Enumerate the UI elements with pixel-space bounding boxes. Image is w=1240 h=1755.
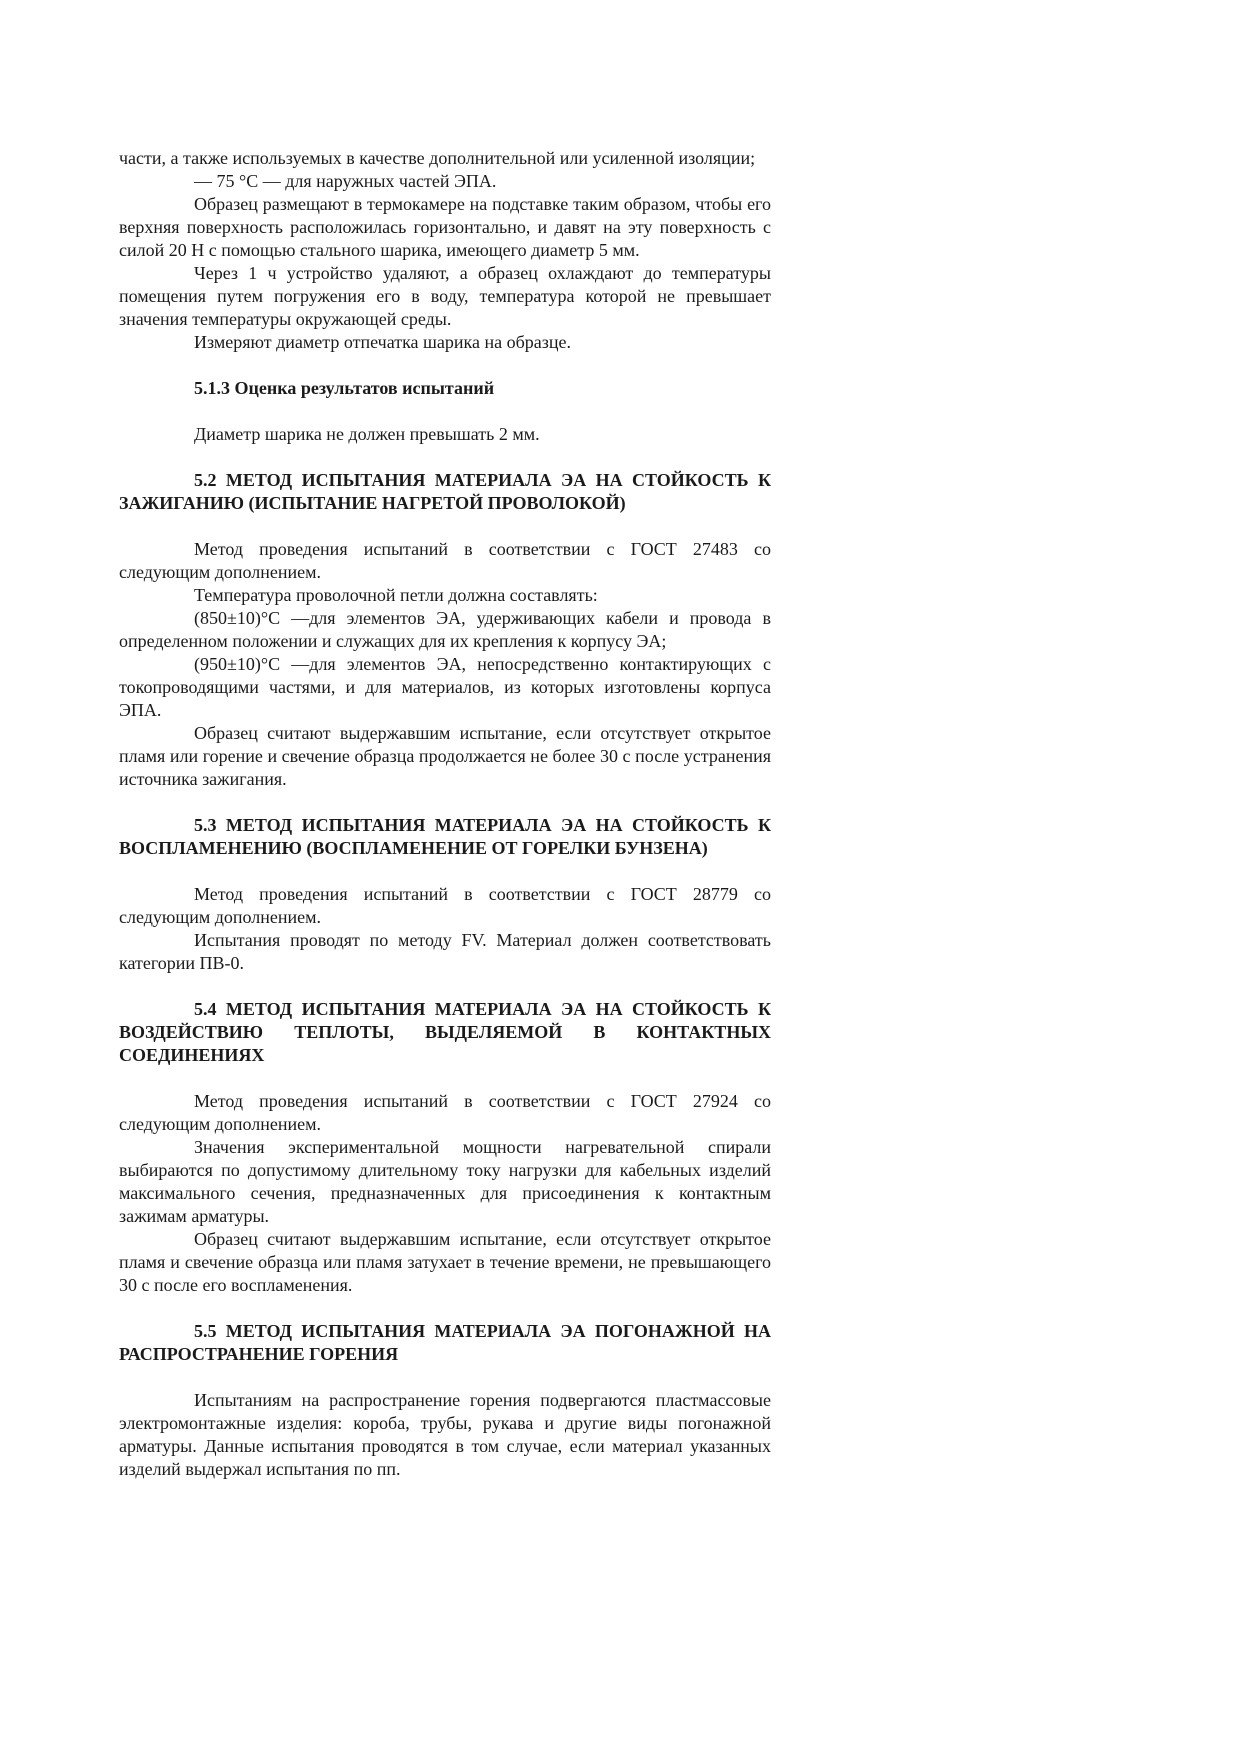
paragraph-gost-27924: Метод проведения испытаний в соответствии с ГОСТ 27924 со следующим дополнением. — [119, 1091, 771, 1134]
paragraph-pass-criteria-5-4: Образец считают выдержавшим испытание, если отсутствует открытое пламя и свечение образца или пламя затухает в течение времени, не превышающего 30 с после его воспламенения. — [119, 1229, 771, 1295]
subsection-heading-5-1-3: 5.1.3 Оценка результатов испытаний — [194, 378, 495, 398]
paragraph-gost-28779: Метод проведения испытаний в соответствии с ГОСТ 28779 со следующим дополнением. — [119, 884, 771, 927]
paragraph-measure: Измеряют диаметр отпечатка шарика на образце. — [194, 332, 571, 352]
section-heading-5-3: 5.3 МЕТОД ИСПЫТАНИЯ МАТЕРИАЛА ЭА НА СТОЙКОСТЬ К ВОСПЛАМЕНЕНИЮ (ВОСПЛАМЕНЕНИЕ ОТ ГОРЕЛКИ БУНЗЕНА) — [119, 815, 771, 858]
paragraph-950: (950±10)°С —для элементов ЭА, непосредственно контактирующих с токопроводящими частями, и для материалов, из которых изготовлены корпуса ЭПА. — [119, 654, 771, 720]
section-heading-5-4: 5.4 МЕТОД ИСПЫТАНИЯ МАТЕРИАЛА ЭА НА СТОЙКОСТЬ К ВОЗДЕЙСТВИЮ ТЕПЛОТЫ, ВЫДЕЛЯЕМОЙ В КОНТАКТНЫХ СОЕДИНЕНИЯХ — [119, 999, 771, 1065]
paragraph-pass-criteria-5-2: Образец считают выдержавшим испытание, если отсутствует открытое пламя или горение и свечение образца продолжается не более 30 с после устранения источника зажигания. — [119, 723, 771, 789]
paragraph-loop-temperature: Температура проволочной петли должна составлять: — [194, 585, 598, 605]
paragraph-sample-placement: Образец размещают в термокамере на подставке таким образом, чтобы его верхняя поверхность расположилась горизонтально, и давят на эту поверхность с силой 20 Н с помощью стального шарика, имеющего диаметр 5 мм. — [119, 194, 771, 260]
paragraph-flame-spread: Испытаниям на распространение горения подвергаются пластмассовые электромонтажные изделия: короба, трубы, рукава и другие виды погонажной арматуры. Данные испытания проводятся в том случае, если материал указанных изделий выдержал испытания по пп. — [119, 1390, 771, 1479]
paragraph-heater-power: Значения экспериментальной мощности нагревательной спирали выбираются по допустимому длительному току нагрузки для кабельных изделий максимального сечения, предназначенных для присоединения к контактным зажимам арматуры. — [119, 1137, 771, 1226]
section-heading-5-2: 5.2 МЕТОД ИСПЫТАНИЯ МАТЕРИАЛА ЭА НА СТОЙКОСТЬ К ЗАЖИГАНИЮ (ИСПЫТАНИЕ НАГРЕТОЙ ПРОВОЛОКОЙ) — [119, 470, 771, 513]
section-heading-5-5: 5.5 МЕТОД ИСПЫТАНИЯ МАТЕРИАЛА ЭА ПОГОНАЖНОЙ НА РАСПРОСТРАНЕНИЕ ГОРЕНИЯ — [119, 1321, 771, 1364]
paragraph-external-parts: — 75 °С — для наружных частей ЭПА. — [194, 171, 497, 191]
paragraph-cooling: Через 1 ч устройство удаляют, а образец охлаждают до температуры помещения путем погружения его в воду, температура которой не превышает значения температуры окружающей среды. — [119, 263, 771, 329]
paragraph-850: (850±10)°С —для элементов ЭА, удерживающих кабели и провода в определенном положении и служащих для их крепления к корпусу ЭА; — [119, 608, 771, 651]
paragraph-ball-diameter: Диаметр шарика не должен превышать 2 мм. — [194, 424, 540, 444]
paragraph-insulation-cont: части, а также используемых в качестве дополнительной или усиленной изоляции; — [119, 148, 756, 168]
paragraph-gost-27483: Метод проведения испытаний в соответствии с ГОСТ 27483 со следующим дополнением. — [119, 539, 771, 582]
document-page — [119, 147, 771, 1481]
paragraph-fv-method: Испытания проводят по методу FV. Материал должен соответствовать категории ПВ-0. — [119, 930, 771, 973]
